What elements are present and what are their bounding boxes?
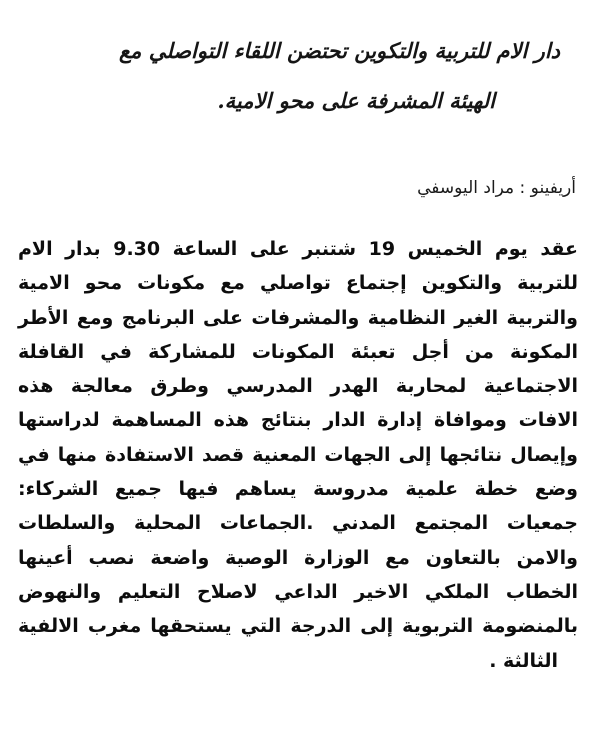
body-line: والتربية الغير النظامية والمشرفات على البرنامج ومع الأطر — [18, 306, 578, 329]
body-line: المكونة من أجل تعبئة المكونات للمشاركة في القافلة — [18, 340, 578, 363]
body-line: عقد يوم الخميس 19 شتنبر على الساعة 9.30 بدار الام — [18, 238, 578, 260]
body-line: الافات وموافاة إدارة الدار بنتائج هذه المساهمة لدراستها — [18, 409, 578, 432]
article-title — [40, 26, 560, 126]
body-line: الثالثة . — [489, 649, 558, 672]
article-byline: أريفينو : مراد اليوسفي — [417, 178, 576, 198]
body-line: والامن بالتعاون مع الوزارة الوصية واضعة نصب أعينها — [18, 546, 578, 569]
body-line: بالمنضومة التربوية إلى الدرجة التي يستحقها مغرب الالفية — [18, 615, 578, 638]
title-line-2: الهيئة المشرفة على محو الامية. — [217, 88, 495, 113]
body-line: للتربية والتكوين إجتماع تواصلي مع مكونات محو الامية — [18, 272, 578, 295]
title-line-1: دار الام للتربية والتكوين تحتضن اللقاء التواصلي مع — [119, 38, 560, 63]
article-body — [18, 232, 578, 678]
body-line: وضع خطة علمية مدروسة يساهم فيها جميع الشركاء: — [18, 478, 578, 501]
body-line: وإيصال نتائجها إلى الجهات المعنية قصد الاستفادة منها في — [18, 443, 578, 466]
body-line: الاجتماعية لمحاربة الهدر المدرسي وطرق معالجة هذه — [18, 375, 578, 398]
body-line: الخطاب الملكي الاخير الداعي لاصلاح التعليم والنهوض — [18, 580, 578, 603]
body-line: جمعيات المجتمع المدني .الجماعات المحلية والسلطات — [18, 512, 578, 535]
